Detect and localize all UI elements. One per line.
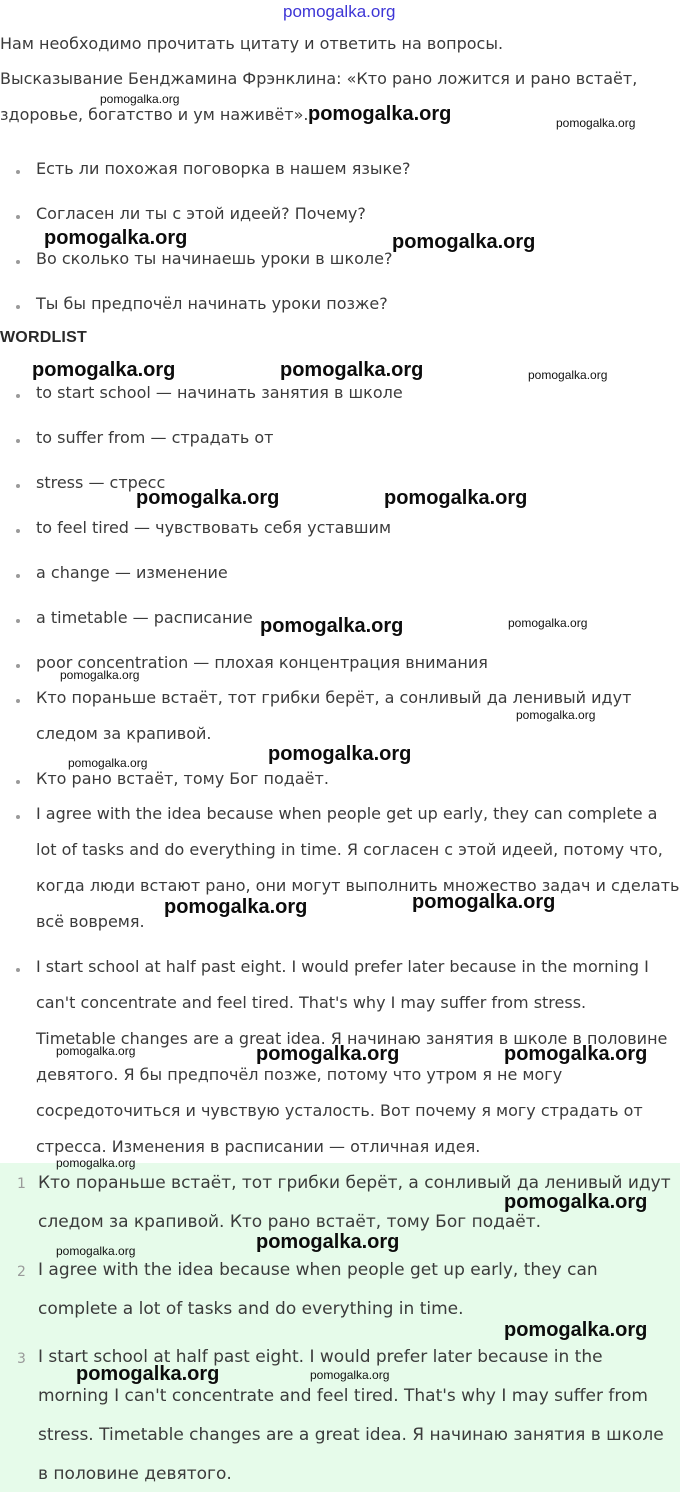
wordlist-item: to feel tired — чувствовать себя уставшим: [36, 518, 392, 537]
wordlist-item: to suffer from — страдать от: [36, 428, 274, 447]
task-text: Нам необходимо прочитать цитату и ответить на вопросы.: [0, 34, 504, 53]
numbered-answer-line: в половине девятого.: [38, 1464, 232, 1484]
wordlist-item: a timetable — расписание: [36, 608, 253, 627]
answer-line: can't concentrate and feel tired. That's why I may suffer from stress.: [36, 993, 587, 1012]
answer-number: 3: [17, 1351, 26, 1367]
watermark-large: pomogalka.org: [260, 615, 404, 637]
answer-line: сосредоточиться и чувствую усталость. Вот почему я могу страдать от: [36, 1101, 643, 1120]
answer-line: девятого. Я бы предпочёл позже, потому что утром я не могу: [36, 1065, 563, 1084]
answer-line: стресса. Изменения в расписании — отличная идея.: [36, 1137, 481, 1156]
bullet: [16, 484, 20, 488]
wordlist-item: stress — стресс: [36, 473, 166, 492]
wordlist-item: poor concentration — плохая концентрация внимания: [36, 653, 488, 672]
wordlist-heading: WORDLIST: [0, 329, 87, 346]
numbered-answer-line: complete a lot of tasks and do everything in time.: [38, 1299, 464, 1319]
watermark-small: pomogalka.org: [310, 1368, 390, 1382]
question-item: Есть ли похожая поговорка в нашем языке?: [36, 159, 411, 178]
watermark-large: pomogalka.org: [164, 896, 308, 918]
watermark-small: pomogalka.org: [556, 116, 636, 130]
question-item: Ты бы предпочёл начинать уроки позже?: [36, 294, 388, 313]
watermark-large: pomogalka.org: [384, 487, 528, 509]
watermark-large: pomogalka.org: [392, 231, 536, 253]
answer-line: Timetable changes are a great idea. Я начинаю занятия в школе в половине: [36, 1029, 668, 1048]
bullet: [16, 968, 20, 972]
watermark-small: pomogalka.org: [56, 1156, 136, 1170]
watermark-large: pomogalka.org: [32, 359, 176, 381]
numbered-answer-line: stress. Timetable changes are a great idea. Я начинаю занятия в школе: [38, 1425, 664, 1445]
bullet: [16, 394, 20, 398]
wordlist-item: a change — изменение: [36, 563, 228, 582]
numbered-answer-line: следом за крапивой. Кто рано встаёт, тому Бог подаёт.: [38, 1212, 542, 1232]
question-item: Согласен ли ты с этой идеей? Почему?: [36, 204, 366, 223]
numbered-answer-line: morning I can't concentrate and feel tired. That's why I may suffer from: [38, 1386, 648, 1406]
numbered-answer-line: Кто пораньше встаёт, тот грибки берёт, а сонливый да ленивый идут: [38, 1173, 671, 1193]
answer-line: lot of tasks and do everything in time. Я согласен с этой идеей, потому что,: [36, 840, 663, 859]
watermark-small: pomogalka.org: [60, 668, 140, 682]
bullet: [16, 664, 20, 668]
answer-line: всё вовремя.: [36, 912, 145, 931]
watermark-large: pomogalka.org: [504, 1319, 648, 1341]
watermark-large: pomogalka.org: [256, 1043, 400, 1065]
quote-line-1: Высказывание Бенджамина Фрэнклина: «Кто рано ложится и рано встаёт,: [0, 69, 638, 88]
answer-number: 2: [17, 1264, 26, 1280]
watermark-small: pomogalka.org: [528, 368, 608, 382]
watermark-large: pomogalka.org: [256, 1231, 400, 1253]
watermark-large: pomogalka.org: [504, 1043, 648, 1065]
question-item: Во сколько ты начинаешь уроки в школе?: [36, 249, 393, 268]
watermark-large: pomogalka.org: [504, 1191, 648, 1213]
bullet: [16, 529, 20, 533]
watermark-small: pomogalka.org: [56, 1044, 136, 1058]
bullet: [16, 574, 20, 578]
bullet: [16, 815, 20, 819]
watermark-large: pomogalka.org: [412, 891, 556, 913]
watermark-large: pomogalka.org: [76, 1363, 220, 1385]
watermark-large: pomogalka.org: [268, 743, 412, 765]
answer-line: когда люди встают рано, они могут выполнить множество задач и сделать: [36, 876, 680, 895]
watermark-small: pomogalka.org: [68, 756, 148, 770]
watermark-large: pomogalka.org: [308, 103, 452, 125]
watermark-small: pomogalka.org: [508, 616, 588, 630]
answer-line: следом за крапивой.: [36, 724, 212, 743]
bullet: [16, 305, 20, 309]
bullet: [16, 619, 20, 623]
quote-line-2: здоровье, богатство и ум наживёт».: [0, 105, 309, 124]
top-watermark: pomogalka.org: [283, 2, 396, 21]
watermark-large: pomogalka.org: [44, 227, 188, 249]
answer-line: Кто рано встаёт, тому Бог подаёт.: [36, 769, 329, 788]
watermark-large: pomogalka.org: [280, 359, 424, 381]
bullet: [16, 439, 20, 443]
bullet: [16, 215, 20, 219]
answer-line: Кто пораньше встаёт, тот грибки берёт, а сонливый да ленивый идут: [36, 688, 632, 707]
answer-line: I agree with the idea because when people get up early, they can complete a: [36, 804, 658, 823]
watermark-large: pomogalka.org: [136, 487, 280, 509]
watermark-small: pomogalka.org: [56, 1244, 136, 1258]
watermark-small: pomogalka.org: [516, 708, 596, 722]
bullet: [16, 780, 20, 784]
bullet: [16, 260, 20, 264]
answer-line: I start school at half past eight. I would prefer later because in the morning I: [36, 957, 649, 976]
numbered-answer-line: I agree with the idea because when people get up early, they can: [38, 1260, 598, 1280]
wordlist-item: to start school — начинать занятия в школе: [36, 383, 403, 402]
numbered-answer-line: I start school at half past eight. I would prefer later because in the: [38, 1347, 603, 1367]
bullet: [16, 699, 20, 703]
answer-number: 1: [17, 1176, 26, 1192]
watermark-small: pomogalka.org: [100, 92, 180, 106]
bullet: [16, 170, 20, 174]
